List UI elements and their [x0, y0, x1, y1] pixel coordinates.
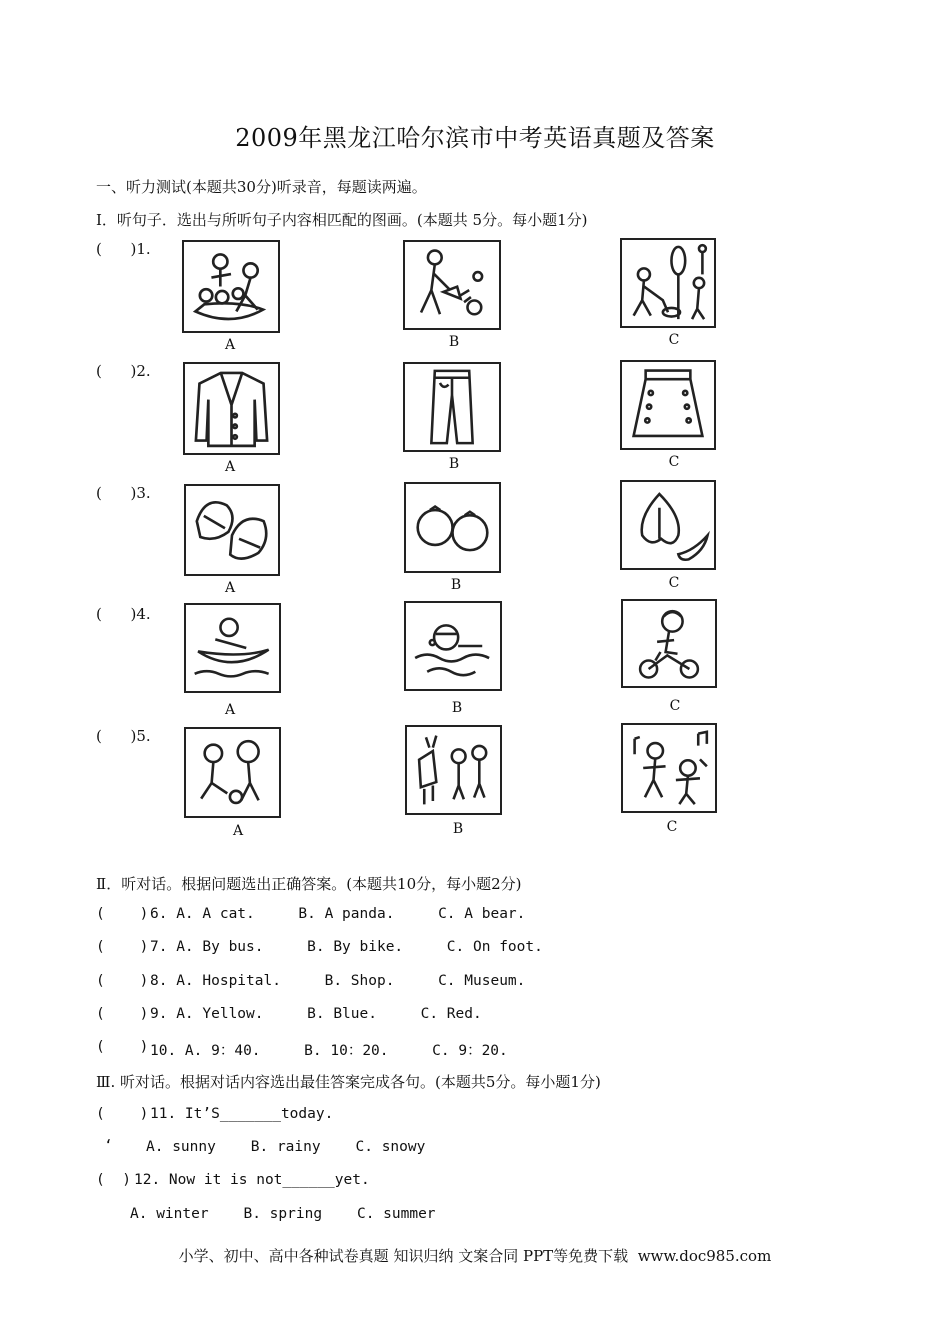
stray-mark: ‘	[104, 1138, 113, 1154]
option-2b-picture[interactable]	[403, 362, 501, 452]
person-planting-tree-icon	[622, 240, 714, 326]
boating-icon	[186, 605, 279, 691]
playing-football-icon	[186, 729, 279, 816]
question-7: 7. A. By bus. B. By bike. C. On foot.	[150, 939, 543, 955]
option-5b-label: B	[452, 821, 464, 837]
answer-paren-6[interactable]: ( )	[96, 906, 149, 922]
option-1c-picture[interactable]	[620, 238, 716, 328]
option-2a-picture[interactable]	[183, 362, 280, 455]
option-5a-label: A	[232, 823, 244, 839]
option-5a-picture[interactable]	[184, 727, 281, 818]
option-3a-picture[interactable]	[184, 484, 280, 576]
person-watering-icon	[405, 242, 499, 328]
option-3c-picture[interactable]	[620, 480, 716, 570]
option-3c-label: C	[668, 575, 680, 591]
option-3b-label: B	[450, 577, 462, 593]
option-4a-picture[interactable]	[184, 603, 281, 693]
answer-paren-8[interactable]: ( )	[96, 973, 149, 989]
option-1a-picture[interactable]	[182, 240, 280, 333]
option-2a-label: A	[224, 459, 236, 475]
page-footer: 小学、初中、高中各种试卷真题 知识归纳 文案合同 PPT等免费下载 www.doc985.com	[178, 1247, 772, 1265]
question-10: 10. A. 9：40. B. 10：20. C. 9：20.	[150, 1043, 508, 1059]
option-2b-label: B	[448, 456, 460, 472]
question-11: 11. It’S_______today.	[150, 1106, 334, 1122]
question-12-options: A. winter B. spring C. summer	[130, 1206, 436, 1222]
answer-paren-10[interactable]: ( )	[96, 1039, 149, 1055]
section-heading: 一、听力测试(本题共30分)听录音，每题读两遍。	[96, 178, 427, 196]
answer-paren-7[interactable]: ( )	[96, 939, 149, 955]
option-1c-label: C	[668, 332, 680, 348]
option-4b-picture[interactable]	[404, 601, 502, 691]
question-8: 8. A. Hospital. B. Shop. C. Museum.	[150, 973, 526, 989]
singing-dancing-icon	[623, 725, 715, 811]
garlic-icon	[622, 482, 714, 568]
answer-paren-11[interactable]: ( )	[96, 1106, 149, 1122]
option-1a-label: A	[224, 337, 236, 353]
question-2-label: ( )2.	[96, 362, 151, 380]
question-11-options: A. sunny B. rainy C. snowy	[146, 1139, 426, 1155]
question-12: 12. Now it is not______yet.	[134, 1172, 370, 1188]
page-title: 2009年黑龙江哈尔滨市中考英语真题及答案	[235, 124, 715, 152]
jacket-icon	[185, 364, 278, 453]
option-3a-label: A	[224, 580, 236, 596]
question-3-label: ( )3.	[96, 484, 151, 502]
part2-heading: Ⅱ．听对话。根据问题选出正确答案。(本题共10分，每小题2分)	[96, 875, 522, 893]
swimming-icon	[406, 603, 500, 689]
question-5-label: ( )5.	[96, 727, 151, 745]
cabbage-icon	[186, 486, 278, 574]
option-5c-picture[interactable]	[621, 723, 717, 813]
watching-tv-icon	[407, 727, 500, 813]
part1-heading: I．听句子．选出与所听句子内容相匹配的图画。(本题共 5分。每小题1分)	[96, 211, 588, 229]
option-2c-label: C	[668, 454, 680, 470]
option-2c-picture[interactable]	[620, 360, 716, 450]
tomato-icon	[406, 484, 499, 571]
option-5c-label: C	[666, 819, 678, 835]
option-5b-picture[interactable]	[405, 725, 502, 815]
option-1b-label: B	[448, 334, 460, 350]
answer-paren-9[interactable]: ( )	[96, 1006, 149, 1022]
question-1-label: ( )1.	[96, 240, 151, 258]
trousers-icon	[405, 364, 499, 450]
cycling-icon	[623, 601, 715, 686]
option-4b-label: B	[451, 700, 463, 716]
skirt-icon	[622, 362, 714, 448]
option-3b-picture[interactable]	[404, 482, 501, 573]
option-4a-label: A	[224, 702, 236, 718]
option-1b-picture[interactable]	[403, 240, 501, 330]
children-playing-icon	[184, 242, 278, 331]
option-4c-label: C	[669, 698, 681, 714]
question-6: 6. A. A cat. B. A panda. C. A bear.	[150, 906, 526, 922]
question-4-label: ( )4.	[96, 605, 151, 623]
question-9: 9. A. Yellow. B. Blue. C. Red.	[150, 1006, 482, 1022]
answer-paren-12[interactable]: ( )	[96, 1172, 131, 1188]
option-4c-picture[interactable]	[621, 599, 717, 688]
part3-heading: Ⅲ. 听对话。根据对话内容选出最佳答案完成各句。(本题共5分。每小题1分)	[96, 1073, 601, 1091]
